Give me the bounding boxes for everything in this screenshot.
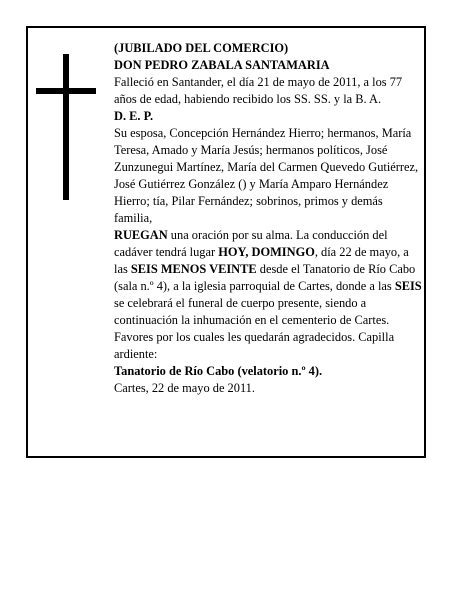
family-list: Su esposa, Concepción Hernández Hierro; hermanos, María Teresa, Amado y María Jesús; hermanos políticos, José Zunzunegui Martínez, María del Carmen Quevedo Gutiérrez, José Gutiérrez González () y María Amparo Hernández Hierro; tía, Pilar Fernández; sobrinos, primos y demás familia, bbox=[114, 126, 419, 225]
notice-text bbox=[114, 40, 422, 397]
dep-line: D. E. P. bbox=[114, 109, 154, 123]
notice-header: (JUBILADO DEL COMERCIO) bbox=[114, 41, 289, 55]
request-text-3: desde el Tanatorio de Río Cabo (sala n.º 4), a la iglesia parroquial de Cartes, donde a las bbox=[114, 262, 416, 293]
death-statement: Falleció en Santander, el día 21 de mayo de 2011, a los 77 años de edad, habiendo recibido los SS. SS. y la B. A. bbox=[114, 75, 403, 106]
hoy-domingo-text: HOY, DOMINGO bbox=[218, 245, 315, 259]
place-date: Cartes, 22 de mayo de 2011. bbox=[114, 381, 255, 395]
cross-icon bbox=[36, 54, 96, 200]
request-text-1: una oración por su alma. La conducción del cadáver tendrá lugar bbox=[114, 228, 388, 259]
chapel-location: Tanatorio de Río Cabo (velatorio n.º 4). bbox=[114, 364, 323, 378]
seis-text: SEIS bbox=[394, 279, 422, 293]
request-text-2: , día 22 de mayo, a las bbox=[114, 245, 409, 276]
obituary-notice bbox=[26, 26, 426, 458]
funeral-request bbox=[114, 227, 422, 363]
request-text-4: se celebrará el funeral de cuerpo presente, siendo a continuación la inhumación en el cementerio de Cartes. Favores por los cuales les quedarán agradecidos. Capilla ardiente: bbox=[114, 296, 395, 361]
ruegan-text: RUEGAN bbox=[114, 228, 168, 242]
deceased-name: DON PEDRO ZABALA SANTAMARIA bbox=[114, 58, 330, 72]
seis-menos-veinte-text: SEIS MENOS VEINTE bbox=[130, 262, 257, 276]
